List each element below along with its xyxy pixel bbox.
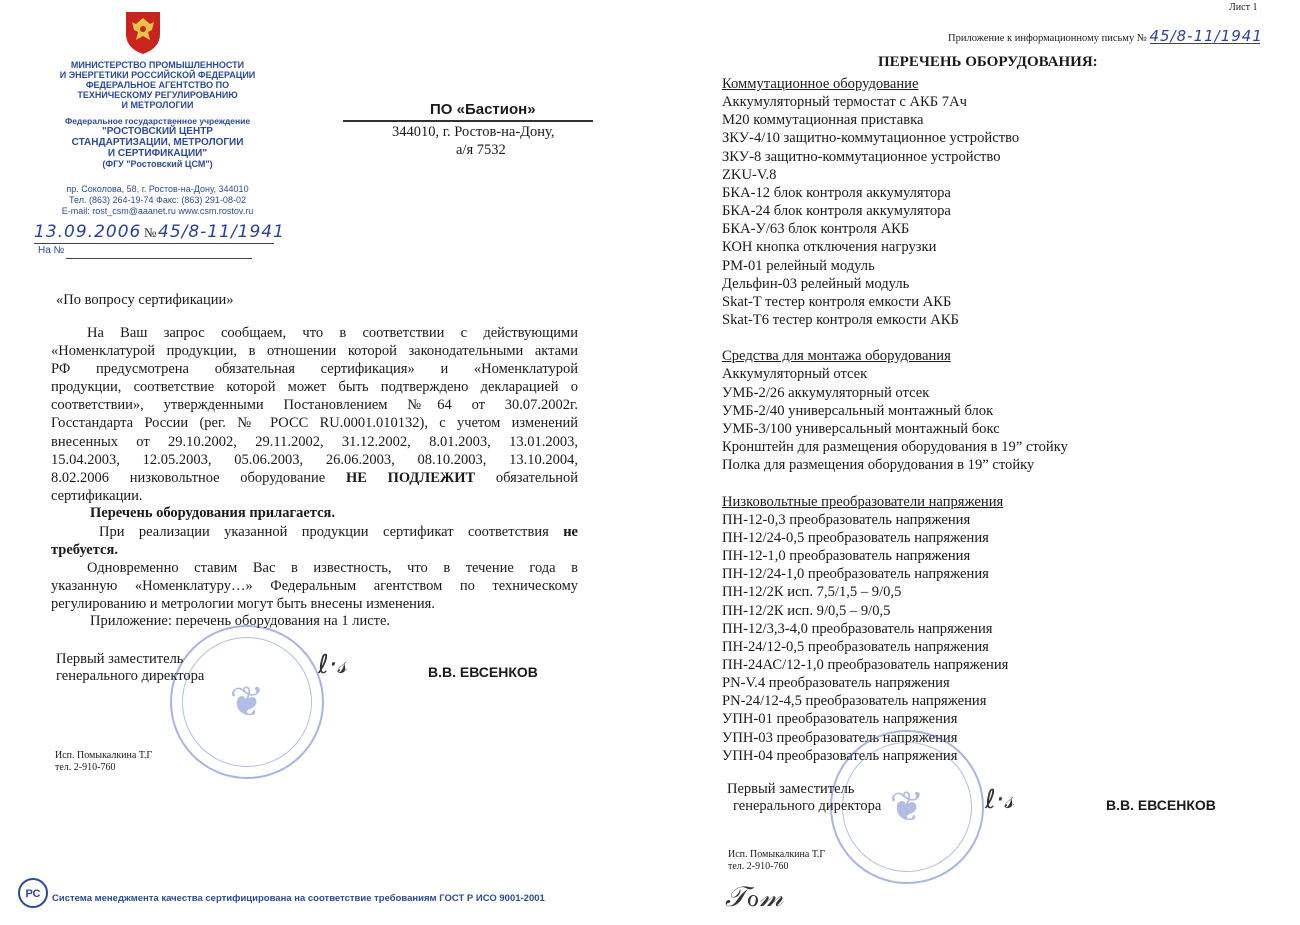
signature-mark: ℓ·𝓈 — [318, 650, 347, 680]
list-item: ПН-24АС/12-1,0 преобразователь напряжения — [722, 656, 1009, 673]
initials-signature-mark: 𝒯ℴ𝓂 — [725, 880, 784, 913]
list-item: М20 коммутационная приставка — [722, 112, 924, 129]
attached-list-note: Перечень оборудования прилагается. — [90, 505, 335, 521]
text-bold: требуется. — [51, 542, 118, 559]
official-stamp — [170, 625, 324, 779]
coat-of-arms-icon — [122, 8, 164, 56]
list-item: Skat-T6 тестер контроля емкости АКБ — [722, 312, 959, 329]
attached-list-text: Перечень оборудования прилагается — [90, 505, 332, 521]
text-line — [51, 523, 578, 541]
list-item: ПН-12/2К исп. 7,5/1,5 – 9/0,5 — [722, 584, 902, 601]
handwritten-date: 13.09.2006 — [34, 222, 142, 242]
section-spacer — [722, 329, 1142, 347]
handwritten-number: 45/8-11/1941 — [158, 222, 285, 242]
not-subject-bold: НЕ ПОДЛЕЖИТ — [345, 469, 476, 486]
address-line: пр. Соколова, 58, г. Ростов-на-Дону, 344010 — [66, 184, 249, 194]
list-item: БКА-24 блок контроля аккумулятора — [722, 203, 951, 220]
signer-name: В.В. ЕВСЕНКОВ — [428, 664, 538, 680]
text-line: РФ предусмотрена обязательная сертификация» и «Номенклатурой — [51, 361, 578, 378]
list-item: КОН кнопка отключения нагрузки — [722, 239, 937, 256]
list-item: БКА-У/63 блок контроля АКБ — [722, 221, 910, 238]
appendix-note: Приложение: перечень оборудования на 1 листе. — [90, 613, 391, 629]
list-item: УМБ-2/40 универсальный монтажный блок — [722, 402, 994, 419]
equipment-list — [722, 75, 1142, 765]
text-line: продукции, соответствие которой может быть подтверждено декларацией о — [51, 379, 578, 396]
text-line: регулированию и метрологии могут быть внесены изменения. — [51, 596, 435, 613]
list-item: ЗКУ-4/10 защитно-коммутационное устройство — [722, 130, 1020, 147]
signer-title-2: генерального директора — [56, 668, 205, 684]
section-header: Низковольтные преобразователи напряжения — [722, 493, 1004, 510]
list-item: Кронштейн для размещения оборудования в 19” стойку — [722, 439, 1068, 456]
text-line: соответствии», утвержденными Постановлением №64 от 30.07.2002г. — [51, 397, 578, 414]
list-item: ПН-12/2К исп. 9/0,5 – 9/0,5 — [722, 602, 891, 619]
executor-name: Исп. Помыкалкина Т.Г — [55, 750, 153, 761]
list-item: ЗКУ-8 защитно-коммутационное устройство — [722, 148, 1001, 165]
list-item: Дельфин-03 релейный модуль — [722, 275, 910, 292]
institution-line: Федеральное государственное учреждение — [64, 116, 251, 126]
ministry-line: ТЕХНИЧЕСКОМУ РЕГУЛИРОВАНИЮ — [77, 90, 238, 100]
ministry-header — [40, 60, 275, 169]
svg-text:РС: РС — [25, 888, 41, 900]
institution-line: (ФГУ "Ростовский ЦСМ") — [102, 159, 213, 169]
list-item: Skat-T тестер контроля емкости АКБ — [722, 293, 952, 310]
section-spacer — [722, 474, 1142, 492]
letter-paragraph-1 — [51, 324, 578, 505]
list-item: Аккумуляторный отсек — [722, 366, 868, 383]
section-header: Коммутационное оборудование — [722, 76, 919, 92]
signature-mark: ℓ·𝓈 — [985, 785, 1014, 815]
list-item: ПН-12/3,3-4,0 преобразователь напряжения — [722, 620, 993, 637]
institution-line: "РОСТОВСКИЙ ЦЕНТР — [102, 126, 213, 137]
ministry-line: ФЕДЕРАЛЬНОЕ АГЕНТСТВО ПО — [85, 80, 230, 90]
list-item: ПН-12-0,3 преобразователь напряжения — [722, 511, 971, 528]
list-item: УПН-04 преобразователь напряжения — [722, 747, 958, 764]
sheet-label: Лист 1 — [1229, 2, 1258, 13]
ministry-line: И МЕТРОЛОГИИ — [121, 100, 194, 110]
section-header: Средства для монтажа оборудования — [722, 348, 951, 365]
text-fragment: обязательной — [495, 469, 578, 486]
list-item: УПН-01 преобразователь напряжения — [722, 711, 958, 728]
text-fragment: При реализации указанной продукции сертификат соответствия — [99, 524, 549, 540]
equipment-list-title: ПЕРЕЧЕНЬ ОБОРУДОВАНИЯ: — [878, 54, 1098, 70]
list-item: PN-V.4 преобразователь напряжения — [722, 675, 950, 692]
text-line: сертификации. — [51, 487, 143, 504]
text-line — [51, 469, 578, 487]
address-line: Тел. (863) 264-19-74 Факс: (863) 291-08-02 — [69, 195, 246, 205]
signer-title-2: генерального директора — [733, 798, 882, 814]
list-item: ПН-12-1,0 преобразователь напряжения — [722, 548, 971, 565]
na-label: На № — [38, 245, 65, 256]
letter-paragraph-3 — [51, 559, 578, 613]
institution-address — [40, 184, 275, 217]
text-fragment: 8.02.2006 низковольтное оборудование — [51, 469, 326, 486]
appendix-number-underline — [1150, 43, 1260, 44]
na-underline — [66, 258, 252, 259]
footer-certification: Система менеджмента качества сертифицирована на соответствие требованиям ГОСТ Р ИСО 9001-2001 — [52, 893, 545, 904]
recipient-name: ПО «Бастион» — [430, 101, 536, 118]
letter-paragraph-2 — [51, 523, 578, 559]
text-line: Госстандарта России (рег. № РОСС RU.0001.010132), с учетом изменений — [51, 415, 578, 432]
text-line: 15.04.2003, 12.05.2003, 05.06.2003, 26.06.2003, 08.10.2003, 13.10.2004, — [51, 451, 578, 468]
list-item: ПН-12/24-0,5 преобразователь напряжения — [722, 529, 989, 546]
institution-line: СТАНДАРТИЗАЦИИ, МЕТРОЛОГИИ — [71, 137, 244, 148]
date-underline — [34, 243, 274, 244]
text-line — [51, 541, 578, 559]
certification-logo-icon — [17, 877, 49, 909]
text-line: Одновременно ставим Вас в известность, что в течение года в — [87, 560, 578, 576]
executor-phone: тел. 2-910-760 — [55, 762, 116, 773]
list-item: ПН-24/12-0,5 преобразователь напряжения — [722, 638, 989, 655]
list-item: ПН-12/24-1,0 преобразователь напряжения — [722, 566, 989, 583]
eagle-icon: ❦ — [229, 680, 265, 726]
institution-line: И СЕРТИФИКАЦИИ" — [107, 148, 208, 159]
list-item: УМБ-3/100 универсальный монтажный бокс — [722, 420, 1000, 437]
text-bold: не — [563, 524, 578, 540]
number-prefix: № — [144, 225, 157, 240]
text-line: На Ваш запрос сообщаем, что в соответствии с действующими — [87, 325, 578, 341]
text-line: внесенных от 29.10.2002, 29.11.2002, 31.12.2002, 8.01.2003, 13.01.2003, — [51, 433, 578, 450]
signer-name: В.В. ЕВСЕНКОВ — [1106, 797, 1216, 813]
list-item: УПН-03 преобразователь напряжения — [722, 729, 958, 746]
executor-phone: тел. 2-910-760 — [728, 861, 789, 872]
text-line: указанную «Номенклатуру…» Федеральным агентством по техническому — [51, 578, 578, 595]
ministry-line: МИНИСТЕРСТВО ПРОМЫШЛЕННОСТИ — [70, 60, 245, 70]
list-item: Полка для размещения оборудования в 19” стойку — [722, 457, 1035, 474]
address-line: E-mail: rost_csm@aaanet.ru www.csm.rostov.ru — [61, 206, 254, 216]
signer-title-1: Первый заместитель — [727, 781, 855, 797]
recipient-line — [343, 120, 593, 122]
appendix-header-text: Приложение к информационному письму № — [948, 33, 1147, 44]
list-item: БКА-12 блок контроля аккумулятора — [722, 184, 951, 201]
list-item: Аккумуляторный термостат с АКБ 7Ач — [722, 94, 967, 111]
list-item: РМ-01 релейный модуль — [722, 257, 875, 274]
eagle-icon: ❦ — [889, 785, 925, 831]
ministry-line: И ЭНЕРГЕТИКИ РОССИЙСКОЙ ФЕДЕРАЦИИ — [59, 70, 256, 80]
recipient-box: а/я 7532 — [456, 142, 506, 158]
signer-title-1: Первый заместитель — [56, 651, 184, 667]
text-line: «Номенклатурой продукции, в отношении которой законодательными актами — [51, 343, 578, 360]
executor-name: Исп. Помыкалкина Т.Г — [728, 849, 826, 860]
recipient-city: 344010, г. Ростов-на-Дону, — [392, 124, 555, 140]
list-item: PN-24/12-4,5 преобразователь напряжения — [722, 693, 987, 710]
letter-subject: «По вопросу сертификации» — [56, 292, 234, 308]
list-item: УМБ-2/26 аккумуляторный отсек — [722, 384, 930, 401]
list-item: ZKU-V.8 — [722, 166, 777, 183]
handwritten-number: 45/8-11/1941 — [1149, 27, 1263, 45]
